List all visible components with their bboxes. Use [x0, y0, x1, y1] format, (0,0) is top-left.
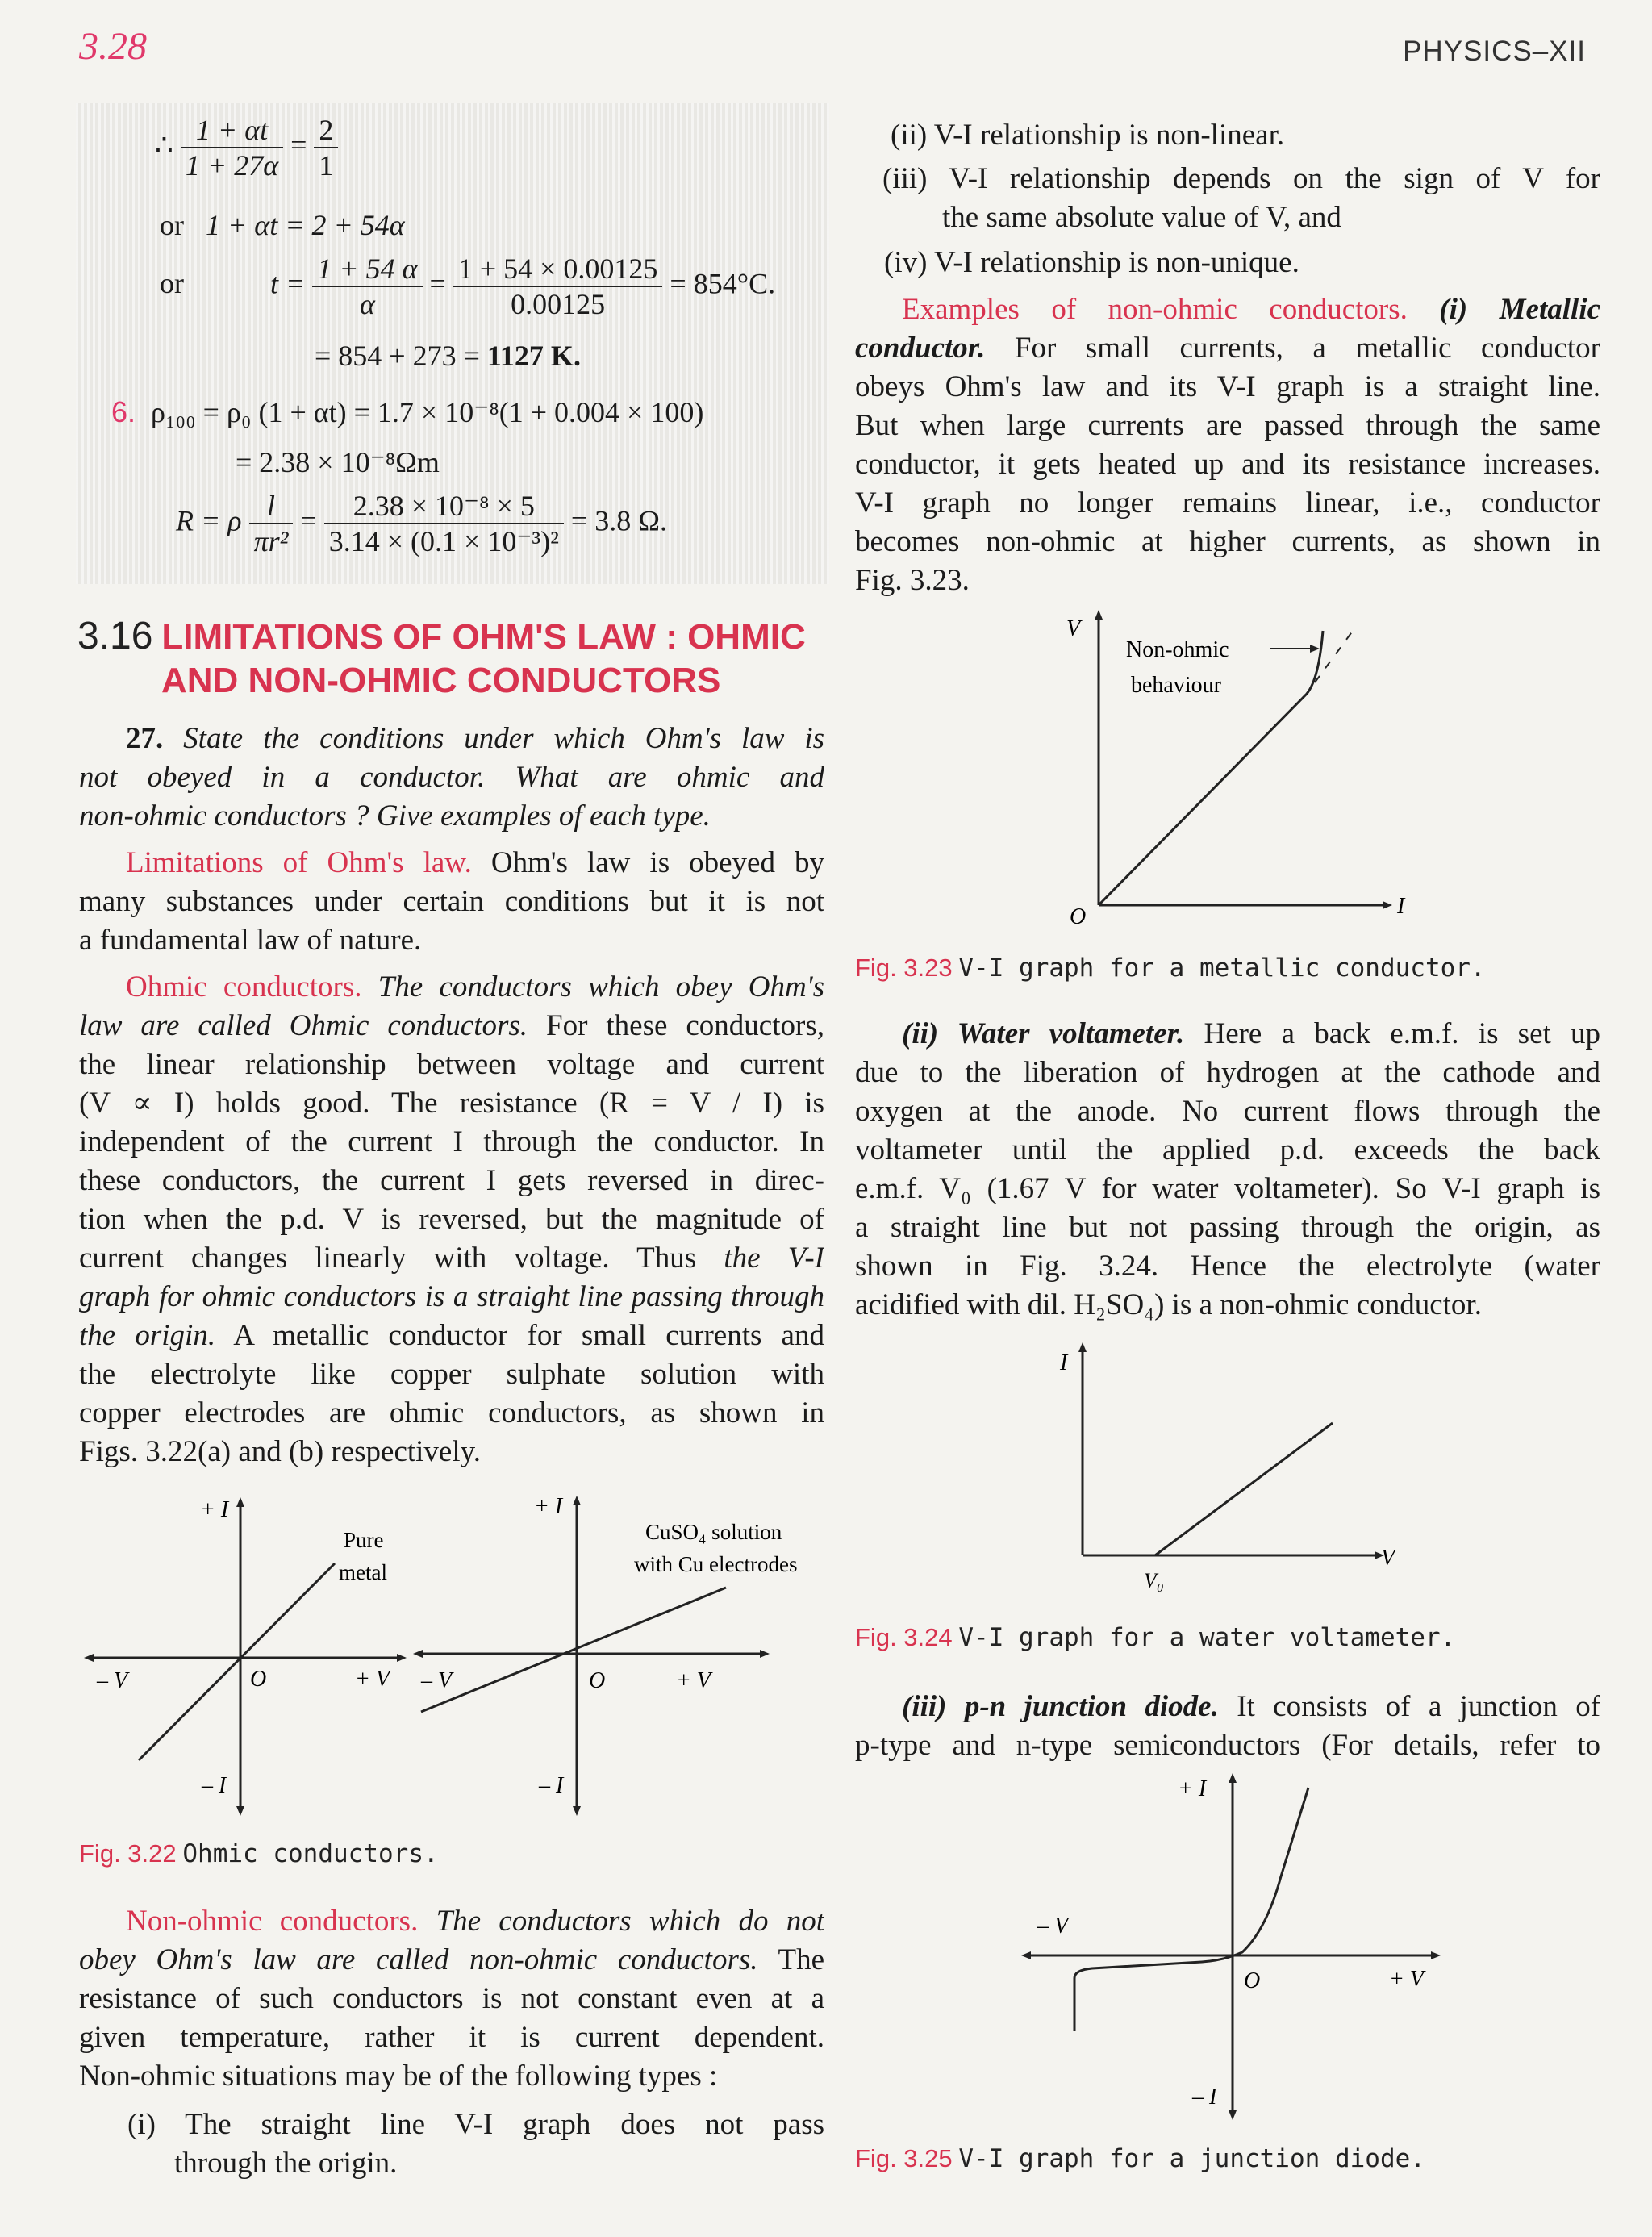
equation-4	[315, 339, 581, 373]
plus-v-label: + V	[676, 1668, 711, 1693]
denominator: πr²	[253, 525, 289, 557]
paragraph-text: becomes non-ohmic at higher currents, as shown in	[855, 525, 1600, 558]
paragraph-text: For small currents, a metallic conductor	[1014, 332, 1600, 365]
plus-i-label: + I	[1178, 1776, 1207, 1801]
paragraph-text: oxygen at the anode. No current flows through the	[855, 1095, 1600, 1128]
v0-label: V₀	[1144, 1569, 1164, 1592]
caption-label: Fig. 3.23	[855, 954, 953, 982]
origin-label: O	[1070, 904, 1087, 928]
equation-answer: 1127 K.	[486, 340, 581, 372]
minus-i-label: – I	[1192, 2085, 1217, 2110]
list-item: the same absolute value of V, and	[942, 201, 1341, 234]
numerator: l	[249, 489, 294, 524]
cuso4-label: CuSO₄ solution	[645, 1520, 782, 1544]
or-word: or	[160, 267, 184, 300]
paragraph-text: obey Ohm's law are called non-ohmic conductors.	[79, 1943, 758, 1976]
question-text: non-ohmic conductors ? Give examples of each type.	[79, 799, 711, 833]
paragraph-text: law are called Ohmic conductors.	[79, 1009, 528, 1042]
caption-label: Fig. 3.22	[79, 1839, 177, 1868]
i-axis-label: I	[1397, 894, 1405, 919]
water-voltameter-paragraph	[855, 1015, 1600, 1325]
paragraph-text: tion when the p.d. V is reversed, but the magnitude of	[79, 1203, 824, 1236]
minus-v-label: – V	[97, 1668, 128, 1693]
figure-3-22a	[81, 1484, 436, 1823]
nonohmic-paragraph	[79, 1902, 824, 2096]
paragraph-text: Here a back e.m.f. is set up	[1204, 1017, 1600, 1050]
caption-fig-3-22	[79, 1839, 439, 1868]
limitations-heading: Limitations of Ohm's law.	[126, 846, 472, 879]
behaviour-label: behaviour	[1131, 673, 1221, 698]
paragraph-text: shown in Fig. 3.24. Hence the electrolyte (water	[855, 1250, 1600, 1283]
fraction	[453, 252, 663, 321]
item-6-equation-2	[236, 445, 440, 479]
minus-v-label: – V	[421, 1668, 453, 1693]
paragraph-text: e.m.f. V₀ (1.67 V for water voltameter). So V-I graph is	[855, 1172, 1600, 1205]
paragraph-text: obeys Ohm's law and its V-I graph is a straight line.	[855, 370, 1600, 403]
item-number: 6.	[111, 395, 136, 428]
question-text: not obeyed in a conductor. What are ohmic and	[79, 761, 824, 794]
paragraph-text: graph for ohmic conductors is a straight line passing through	[79, 1280, 824, 1313]
caption-fig-3-25	[855, 2144, 1425, 2173]
fraction	[314, 113, 338, 182]
caption-fig-3-24	[855, 1623, 1455, 1652]
numerator: 1 + 54 × 0.00125	[453, 252, 663, 287]
fraction	[312, 252, 422, 321]
paragraph-text: For these conductors,	[546, 1009, 824, 1042]
denominator: 3.14 × (0.1 × 10⁻³)²	[328, 525, 559, 557]
figure-3-23	[1049, 605, 1420, 928]
ohmic-heading: Ohmic conductors.	[126, 970, 362, 1004]
paragraph-text: (i) Metallic	[1439, 293, 1600, 326]
examples-paragraph	[855, 290, 1600, 600]
plus-v-label: + V	[355, 1667, 390, 1692]
equation-2	[160, 208, 405, 242]
list-item: (iv) V-I relationship is non-unique.	[884, 246, 1299, 279]
equation-text: 1 + αt = 2 + 54α	[206, 209, 405, 241]
numerator: 1 + 54 α	[312, 252, 422, 287]
denominator: 1	[319, 149, 334, 182]
denominator: 0.00125	[511, 288, 606, 320]
numerator: 1 + αt	[181, 113, 283, 148]
paragraph-text: (V ∝ I) holds good. The resistance (R = V / I) is	[79, 1087, 824, 1120]
nonohmic-label: Non-ohmic	[1126, 637, 1229, 662]
caption-label: Fig. 3.24	[855, 1623, 953, 1651]
section-number: 3.16	[77, 615, 153, 657]
list-item: (iii) V-I relationship depends on the sign of V for	[882, 162, 1600, 195]
metallic-curve	[1099, 631, 1323, 905]
diode-paragraph	[855, 1688, 1600, 1765]
fraction	[249, 489, 294, 558]
caption-text: V-I graph for a water voltameter.	[958, 1623, 1456, 1652]
metal-label: metal	[339, 1560, 387, 1584]
numerator: 2	[314, 113, 338, 148]
section-title-line-2: AND NON-OHMIC CONDUCTORS	[161, 661, 721, 700]
question-text: State the conditions under which Ohm's law is	[183, 722, 824, 755]
paragraph-text: resistance of such conductors is not constant even at a	[79, 1982, 824, 2015]
paragraph-text: the origin.	[79, 1319, 216, 1352]
paragraph-text: Figs. 3.22(a) and (b) respectively.	[79, 1435, 481, 1468]
fraction	[181, 113, 283, 182]
equation-text: = 854 + 273 =	[315, 340, 480, 372]
cu-electrodes-label: with Cu electrodes	[634, 1552, 798, 1576]
equation-lhs: R = ρ	[176, 504, 242, 537]
paragraph-text: Fig. 3.23.	[855, 564, 970, 597]
paragraph-text: copper electrodes are ohmic conductors, as shown in	[79, 1396, 824, 1429]
paragraph-text: The conductors which do not	[436, 1905, 824, 1938]
item-6-equation	[111, 395, 703, 429]
paragraph-text: The conductors which obey Ohm's	[378, 970, 824, 1004]
denominator: α	[359, 288, 375, 320]
voltameter-line	[1155, 1423, 1333, 1555]
equation-text: ρ₁₀₀ = ρ₀ (1 + αt) = 1.7 × 10⁻⁸(1 + 0.004 × 100)	[151, 396, 704, 428]
running-head: PHYSICS–XII	[1403, 35, 1586, 67]
paragraph-text: the electrolyte like copper sulphate solution with	[79, 1358, 824, 1391]
equation-lhs: t =	[270, 267, 306, 300]
equation-1: ∴ $\frac{1 + \alpha t}{1 + 27\alpha}$ = $\frac{2}{1}$	[155, 113, 338, 182]
paragraph-text: given temperature, rather it is current dependent.	[79, 2021, 824, 2054]
paragraph-text: the V-I	[724, 1242, 824, 1275]
paragraph-text: independent of the current I through the conductor. In	[79, 1125, 824, 1158]
section-title-line-1: LIMITATIONS OF OHM'S LAW : OHMIC	[161, 617, 806, 657]
pure-label: Pure	[344, 1528, 384, 1552]
equation-result: = 3.8 Ω.	[570, 504, 667, 537]
paragraph-text: current changes linearly with voltage. Thus	[79, 1242, 697, 1275]
caption-text: Ohmic conductors.	[182, 1839, 439, 1868]
paragraph-text: many substances under certain conditions but it is not	[79, 885, 824, 918]
diode-curve	[1074, 1788, 1308, 2031]
figure-3-22b	[403, 1484, 839, 1823]
v-axis-label: V	[1066, 616, 1081, 641]
section-heading	[77, 615, 806, 703]
page-number: 3.28	[79, 25, 147, 68]
paragraph-text: The	[778, 1943, 824, 1976]
caption-label: Fig. 3.25	[855, 2144, 953, 2172]
paragraph-text: A metallic conductor for small currents and	[233, 1319, 824, 1352]
paragraph-text: p-type and n-type semiconductors (For details, refer to	[855, 1729, 1600, 1762]
pure-metal-line	[139, 1563, 335, 1760]
origin-label: O	[250, 1667, 267, 1692]
nonohmic-item-i	[127, 2106, 824, 2183]
list-item: (ii) V-I relationship is non-linear.	[891, 119, 1285, 152]
v-axis-label: V	[1381, 1546, 1395, 1571]
list-item: through the origin.	[174, 2147, 398, 2180]
plus-i-label: + I	[534, 1494, 563, 1519]
figure-3-24	[1049, 1339, 1420, 1597]
minus-i-label: – I	[202, 1773, 227, 1798]
paragraph-text: V-I graph no longer remains linear, i.e., conductor	[855, 486, 1600, 520]
numerator: 2.38 × 10⁻⁸ × 5	[324, 489, 564, 524]
denominator: 1 + 27α	[185, 149, 279, 182]
limitations-paragraph	[79, 844, 824, 960]
item-6-resistance: R = ρ $\frac{l}{\text{πr²}}$ = $\frac{\text{2.38 × 10⁻⁸ × 5}}{\text{3.14 × (0.1 × 10⁻³)²}}$ = 3.8 Ω.	[176, 490, 667, 557]
paragraph-text: acidified with dil. H₂SO₄) is a non-ohmic conductor.	[855, 1288, 1482, 1321]
origin-label: O	[589, 1668, 606, 1693]
paragraph-text: Non-ohmic situations may be of the following types :	[79, 2060, 718, 2093]
origin-label: O	[1244, 1968, 1261, 1993]
examples-heading: Examples of non-ohmic conductors.	[902, 293, 1408, 326]
paragraph-heading: (ii) Water voltameter.	[902, 1017, 1185, 1050]
therefore-symbol: ∴	[155, 128, 173, 161]
plus-v-label: + V	[1389, 1967, 1424, 1992]
minus-i-label: – I	[539, 1773, 564, 1798]
equation-3: or t = $\frac{1 + 54 \alpha}{\alpha}$ = $\frac{1 + 54 \times 0.00125}{0.00125}$ = 854°C.	[160, 252, 776, 320]
paragraph-text: It consists of a junction of	[1237, 1690, 1600, 1723]
paragraph-text: a fundamental law of nature.	[79, 924, 422, 957]
paragraph-text: the linear relationship between voltage and current	[79, 1048, 824, 1081]
or-word: or	[160, 209, 184, 241]
paragraph-heading: (iii) p-n junction diode.	[902, 1690, 1219, 1723]
paragraph-text: conductor, it gets heated up and its resistance increases.	[855, 448, 1600, 481]
question-number: 27.	[126, 722, 164, 755]
paragraph-text: due to the liberation of hydrogen at the cathode and	[855, 1056, 1600, 1089]
caption-fig-3-23	[855, 954, 1486, 983]
paragraph-text: these conductors, the current I gets reversed in direc-	[79, 1164, 824, 1197]
nonohmic-heading: Non-ohmic conductors.	[126, 1905, 419, 1938]
minus-v-label: – V	[1037, 1914, 1069, 1939]
fraction	[324, 489, 564, 558]
plus-i-label: + I	[200, 1497, 229, 1522]
paragraph-text: But when large currents are passed through the same	[855, 409, 1600, 442]
paragraph-text: Ohm's law is obeyed by	[490, 846, 824, 879]
right-list-iii	[882, 160, 1600, 237]
list-item: (i) The straight line V-I graph does not pass	[127, 2108, 824, 2141]
paragraph-text: a straight line but not passing through the origin, as	[855, 1211, 1600, 1244]
caption-text: V-I graph for a junction diode.	[958, 2144, 1425, 2173]
right-list-iv	[884, 244, 1600, 282]
i-axis-label: I	[1060, 1350, 1068, 1375]
question-27	[79, 720, 824, 836]
right-list	[891, 116, 1600, 155]
paragraph-text: voltameter until the applied p.d. exceeds the back	[855, 1133, 1600, 1166]
ohmic-paragraph	[79, 968, 824, 1471]
figure-3-25	[1016, 1772, 1452, 2126]
equation-result: = 854°C.	[670, 267, 776, 300]
paragraph-text: conductor.	[855, 332, 986, 365]
equation-text: = 2.38 × 10⁻⁸Ωm	[236, 446, 440, 478]
caption-text: V-I graph for a metallic conductor.	[958, 954, 1486, 983]
